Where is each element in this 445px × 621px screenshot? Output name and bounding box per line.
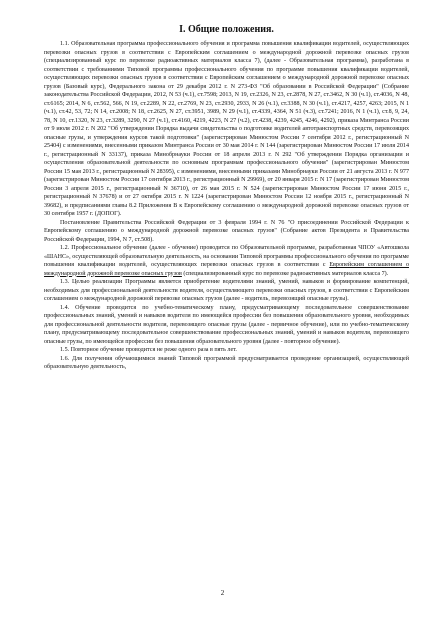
paragraph-1-2-tail: (специализированный курс по перевозке радиоактивных материалов класса 7). [181,270,389,277]
paragraph-1-3: 1.3. Целью реализации Программы является приобретение водителями знаний, умений, навыков и формирование компетенций, необходимых для профессиональной деятельности водителя, осуществляющего перевозки опасных грузов, в соответствии с Европейским соглашением о международной дорожной перевозке опасных грузов (далее - водитель, перевозящий опасные грузы). [44,279,409,302]
page-number: 2 [220,589,225,597]
paragraph-1-1: 1.1. Образовательная программа профессионального обучения и программа повышения квалификации водителей, осуществляющих перевозки опасных грузов в соответствии с Европейским соглашением о международной дорожной перевозке опасных грузов (специализированный курс по перевозке радиоактивных материалов класса 7), (далее - Образовательная программа), разработана в соответствии с требованиями Типовой программы профессионального обучения по программе повышения квалификации водителей, осуществляющих перевозки опасных грузов в соответствии с Европейским соглашением о международной дорожной перевозке опасных грузов (Базовый курс), Федерального закона от 29 декабря 2012 г. N 273-ФЗ "Об образовании в Российской Федерации" (Собрание законодательства Российской Федерации, 2012, N 53 (ч.1), ст.7598; 2013, N 19, ст.2326, N 23, ст.2878, N 27, ст.3462, N 30 (ч.1), ст.4036, N 48, ст.6165; 2014, N 6, ст.562, 566, N 19, ст.2289, N 22, ст.2769, N 23, ст.2930, 2933, N 26 (ч.1), ст.3388, N 30 (ч.1), ст.4217, 4257, 4263; 2015, N 1 (ч.1), ст.42, 53, 72; N 14, ст.2008; N 18, ст.2625, N 27, ст.3951, 3989, N 29 (ч.1), ст.4339, 4364, N 51 (ч.3), ст.7241; 2016, N 1 (ч.1), ст.8, 9, 24, 78, N 10, ст.1320, N 23, ст.3289, 3290, N 27 (ч.1), ст.4160, 4219, 4223, N 27 (ч.2), ст.4238, 4239, 4245, 4246, 4292), приказа Минтранса России от 9 июля 2012 г. N 202 "Об утверждении Порядка выдачи свидетельства о подготовке водителей автотранспортных средств, перевозящих опасные грузы, и утверждения курсов такой подготовки" (зарегистрирован Минюстом России 7 сентября 2012 г., регистрационный N 25404) с изменениями, внесенными приказом Минтранса России от 30 мая 2014 г. N 144 (зарегистрирован Минюстом России 17 июля 2014 г., регистрационный N 33137), приказа Минобрнауки России от 18 апреля 2013 г. N 292 "Об утверждении Порядка организации и осуществления образовательной деятельности по основным программам профессионального обучения" (зарегистрирован Минюстом России 15 мая 2013 г., регистрационный N 28395), с изменениями, внесенными приказами Минобрнауки России от 21 августа 2013 г. N 977 (зарегистрирован Минюстом России 17 сентября 2013 г., регистрационный N 29969), от 20 января 2015 г. N 17 (зарегистрирован Минюстом России 3 апреля 2015 г., регистрационный N 36710), от 26 мая 2015 г. N 524 (зарегистрирован Минюстом России 17 июня 2015 г., регистрационный N 37678) и от 27 октября 2015 г. N 1224 (зарегистрирован Минюстом России 12 ноября 2015 г., регистрационный N 39682), и предписаниями главы 8.2 Приложения В к Европейскому соглашению о международной дорожной перевозке опасных грузов от 30 сентября 1957 г. (ДОПОГ). [44,41,409,217]
paragraph-1-4: 1.4. Обучение проводится по учебно-тематическому плану, предусматривающему последовательное совершенствование профессиональных знаний, умений и навыков водителя по имеющейся профессии без повышения образовательного уровня, необходимых для профессиональной деятельности водителя, перевозящего опасные грузы (далее - первичное обучение), или по учебно-тематическому плану, предусматривающему последовательное совершенствование профессиональных знаний, умений и навыков водителя, перевозящего опасные грузы, по имеющейся профессии без повышения образовательного уровня (далее - повторное обучение). [44,304,409,345]
paragraph-1-2 [44,244,409,278]
section-heading: I. Общие положения. [179,24,274,35]
paragraph-1-2-underlined-text: Европейским соглашением о международной дорожной перевозке опасных грузов [44,262,409,277]
paragraph-1-5: 1.5. Повторное обучение проводится не реже одного раза в пять лет. [60,347,237,353]
paragraph-government-decree: Постановление Правительства Российской Федерации от 3 февраля 1994 г. N 76 "О присоединении Российской Федерации к Европейскому соглашению о международной дорожной перевозке опасных грузов" (Собрание актов Президента и Правительства Российской Федерации, 1994, N 7, ст.508). [44,219,409,243]
paragraph-1-6: 1.6. Для получения обучающимися знаний Типовой программой предусматривается проведение организацией, осуществляющей образовательную деятельность, [44,355,409,370]
paragraph-1-2-text: 1.2. Профессиональное обучение (далее - обучение) проводится по Образовательной программе, разработанная ЧПОУ «Автошкола «ШАНС», осуществляющей образовательную деятельность, на основании Типовой программы профессионального обучения по программе повышения квалификации водителей, осуществляющих перевозки опасных грузов в соответствии с [44,245,409,268]
